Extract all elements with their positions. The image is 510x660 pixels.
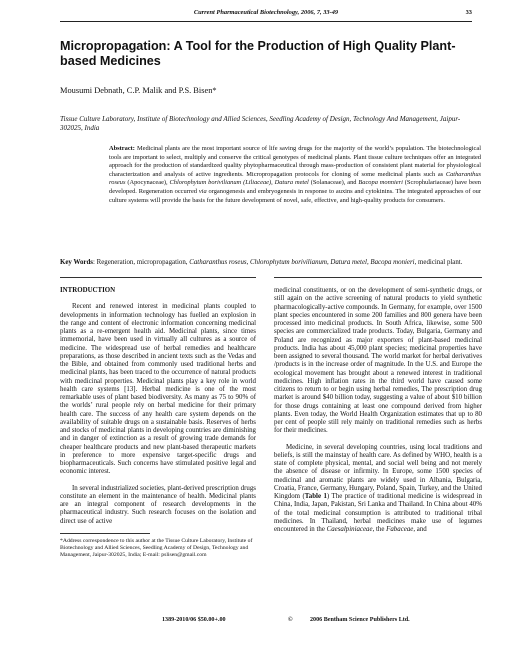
paragraph-text: Medicine, in several developing countries, using local traditions and beliefs, is still the mainstay of health care. As defined by WHO, health is a state of complete physical, mental, and social well being and not merely the absence of disease or infirmity. In Europe, some 1500 species of medicinal and aromatic plants are widely used in Albania, Bulgaria, Croatia, France, Germany, Hungary, Poland, Spain, Turkey, and the United Kingdom ( (274, 443, 482, 500)
keywords-species: Catharanthus roseus, Chlorophytum borivilianum, Datura metel, Bacopa monieri, (189, 259, 417, 266)
correspondence-footnote: *Address correspondence to this author at the Tissue Culture Laboratory, Institute of Biotechnology and Allied Sciences, Seedling Academy of Design, Technology and Management, Jaipur-302025, India; E-mail: pslisen@gmail.com (60, 538, 253, 559)
body-paragraph: In several industrialized societies, plant-derived prescription drugs constitute an element in the maintenance of health. Medicinal plants are an integral component of research developments in the pharmaceutical industry. Such research focuses on the isolation and direct use of active (60, 484, 256, 525)
body-paragraph: medicinal constituents, or on the development of semi-synthetic drugs, or still again on the active screening of natural products to yield synthetic pharmacologically-active compounds. In Germany, for example, over 1500 plant species encountered in some 200 families and 800 genera have been processed into medicinal products. In South Africa, likewise, some 500 species are commercialized trade products. Today, Bulgaria, Germany and Poland are recognized as major exporters of plant-based medicinal products. India has about 45,000 plant species; medicinal properties have been assigned to several thousand. The world market for herbal derivatives /products is in the increase order of magnitude. In the U.S. and Europe the ecological movement has brought about a renewed interest in traditional medicines. High inflation rates in the third world have caused some citizens to return to or begin using herbal remedies, The prescription drug market is around $40 billion today, suggesting a value of about $10 billion for those drugs containing at least one compound derived from higher plants. Even today, the World Health Organization estimates that up to 80 per cent of people still rely mainly on traditional remedies such as herbs for their medicines. (274, 287, 482, 435)
species-name: Catharanthus roseus (109, 170, 481, 187)
body-paragraph: Recent and renewed interest in medicinal plants coupled to developments in information technology has fuelled an explosion in the range and content of electronic information concerning medicinal plants as a re-emergent health aid. Medicinal plants, since times immemorial, have been used in virtually all cultures as a source of medicine. The widespread use of herbal remedies and healthcare preparations, as those described in ancient texts such as the Vedas and the Bible, and obtained from commonly used traditional herbs and medicinal plants, has been traced to the occurrence of natural products with medicinal properties. Medicinal plants play a key role in world health care systems [13]. Herbal medicine is one of the most remarkable uses of plant based biodiversity. As many as 75 to 90% of the worlds’ rural people rely on herbal medicine for their primary health care. The success of any health care system depends on the availability of suitable drugs on a sustainable basis. Reserves of herbs and stocks of medicinal plants in developing countries are diminishing and in danger of extinction as a result of growing trade demands for cheaper healthcare products and new plant-based therapeutic markets in preference to more expensive target-specific drugs and biopharmaceuticals. Such concerns have stimulated positive legal and economic interest. (60, 303, 256, 476)
journal-citation: Current Pharmaceutical Biotechnology, 2006, 7, 33-49 (193, 9, 339, 16)
body-paragraph (274, 444, 482, 535)
left-column-rule (60, 277, 256, 278)
left-column (60, 287, 256, 534)
paragraph-text: , the (372, 526, 387, 533)
paragraph-text: ) The practice of traditional medicine is widespread in China, India, Japan, Pakistan, Sri Lanka and Thailand. In China about 40% of the total medicinal consumption is attributed to traditional tribal medicines. In Thailand, herbal medicines make use of legumes encountered in the (274, 493, 482, 533)
paragraph-text: , and (413, 526, 427, 533)
copyright-notice: 2006 Bentham Science Publishers Ltd. (310, 617, 410, 623)
header-rule (60, 21, 472, 22)
issn-price-code: 1389-2010/06 $50.00+.00 (162, 617, 226, 623)
family-name: Caesalpiniaceae (326, 526, 373, 533)
keywords (60, 258, 480, 267)
keywords-text: : Regeneration, micropropagation, (93, 259, 190, 266)
abstract-text: (Apocynaceae), (125, 179, 170, 187)
affiliation: Tissue Culture Laboratory, Institute of Biotechnology and Allied Sciences, Seedling Academy of Design, Technology And Management, Jaipur-302025, India (60, 115, 461, 133)
abstract-label: Abstract: (109, 145, 135, 152)
copyright-symbol: © (288, 617, 293, 623)
running-header (60, 9, 472, 21)
section-heading: INTRODUCTION (60, 287, 116, 294)
table-reference-link[interactable]: Table 1 (304, 493, 327, 500)
page-number: 33 (465, 9, 472, 16)
paper-title: Micropropagation: A Tool for the Production of High Quality Plant-based Medicines (60, 39, 456, 68)
footnote-rule (60, 533, 150, 534)
keywords-text: medicinal plant. (416, 259, 463, 266)
abstract-text: (Scrophulariaceae) have been developed. Regeneration occurred (109, 179, 481, 195)
right-column (274, 287, 482, 542)
keywords-label: Key Words (60, 259, 93, 266)
species-name: Bacopa monnieri (358, 179, 403, 187)
abstract-text: (Solanaceae), and (308, 179, 359, 187)
family-name: Fabaceae (386, 526, 414, 533)
latin-term: via (198, 187, 207, 195)
author-list: Mousumi Debnath, C.P. Malik and P.S. Bisen* (60, 86, 217, 95)
abstract (109, 145, 481, 205)
abstract-text: organogenesis and embryogenesis in response to auxins and cytokinins. The integrated approaches of our culture systems will provide the basis for the future development of novel, safe, effective, and high-quality products for consumers. (109, 187, 481, 204)
species-name: Chlorophytum borivilianum (Liliaceae), Datura metel (169, 179, 309, 187)
right-column-rule (274, 277, 482, 278)
abstract-text: Medicinal plants are the most important source of life saving drugs for the majority of the world’s population. The biotechnological tools are important to select, multiply and conserve the critical genotypes of medicinal plants. Plant tissue culture techniques offer an integrated approach for the production of standardized quality phytopharmaceutical through mass-production of consistent plant material for physiological characterization and analysis of active ingredients. Micropropagation protocols for cloning of some medicinal plants such as (109, 145, 481, 178)
